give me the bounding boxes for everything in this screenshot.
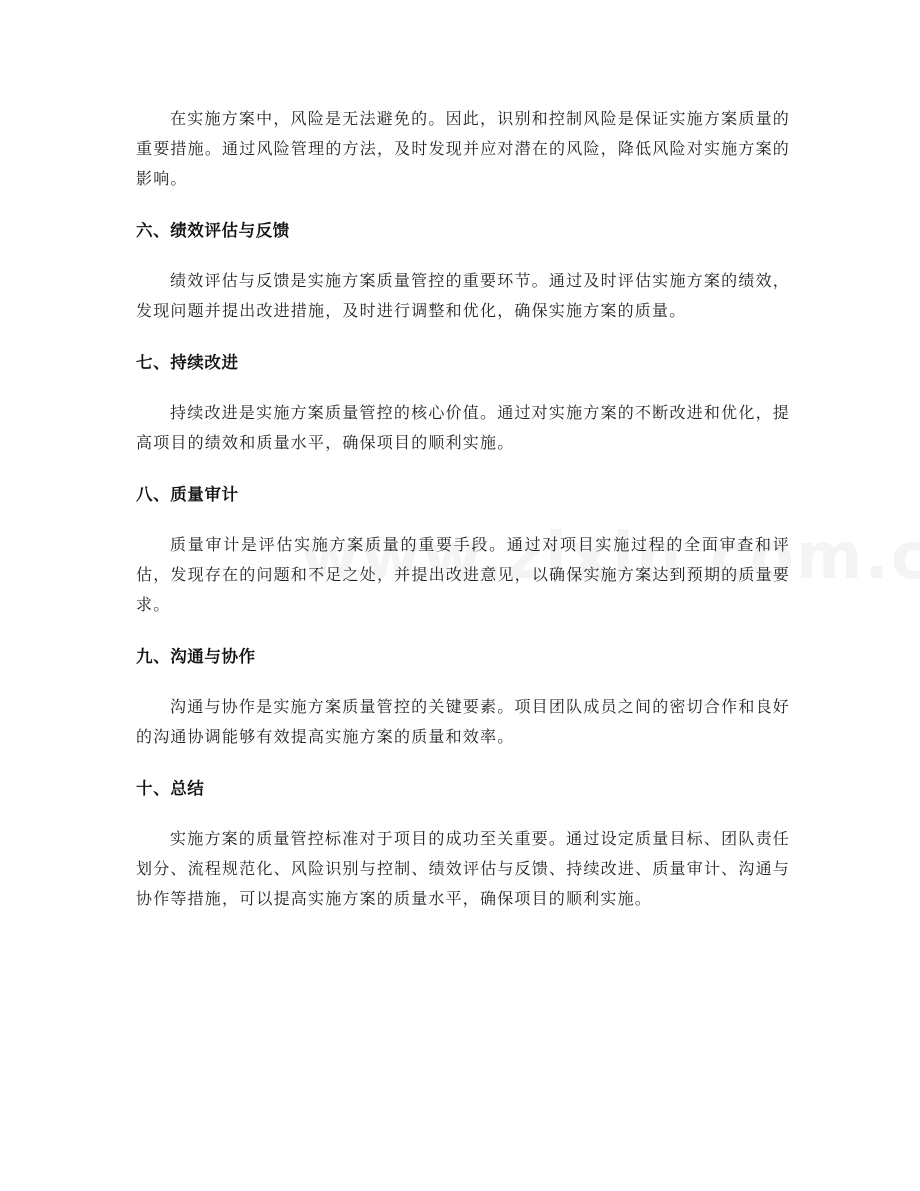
paragraph-risk-control: 在实施方案中，风险是无法避免的。因此，识别和控制风险是保证实施方案质量的重要措施。通过风险管理的方法，及时发现并应对潜在的风险，降低风险对实施方案的影响。 bbox=[136, 109, 790, 188]
paragraph-performance-evaluation: 绩效评估与反馈是实施方案质量管控的重要环节。通过及时评估实施方案的绩效，发现问题并提出改进措施，及时进行调整和优化，确保实施方案的质量。 bbox=[136, 271, 790, 320]
paragraph-communication: 沟通与协作是实施方案质量管控的关键要素。项目团队成员之间的密切合作和良好的沟通协调能够有效提高实施方案的质量和效率。 bbox=[136, 697, 790, 746]
paragraph-continuous-improvement: 持续改进是实施方案质量管控的核心价值。通过对实施方案的不断改进和优化，提高项目的绩效和质量水平，确保项目的顺利实施。 bbox=[136, 403, 790, 452]
heading-performance-evaluation: 六、绩效评估与反馈 bbox=[136, 221, 290, 240]
paragraph-quality-audit: 质量审计是评估实施方案质量的重要手段。通过对项目实施过程的全面审查和评估，发现存在的问题和不足之处，并提出改进意见，以确保实施方案达到预期的质量要求。 bbox=[136, 535, 790, 614]
heading-summary: 十、总结 bbox=[136, 779, 205, 798]
document-body bbox=[136, 104, 790, 914]
heading-communication: 九、沟通与协作 bbox=[136, 647, 256, 666]
paragraph-summary: 实施方案的质量管控标准对于项目的成功至关重要。通过设定质量目标、团队责任划分、流程规范化、风险识别与控制、绩效评估与反馈、持续改进、质量审计、沟通与协作等措施，可以提高实施方案的质量水平，确保项目的顺利实施。 bbox=[136, 829, 790, 908]
heading-continuous-improvement: 七、持续改进 bbox=[136, 353, 239, 372]
heading-quality-audit: 八、质量审计 bbox=[136, 485, 239, 504]
